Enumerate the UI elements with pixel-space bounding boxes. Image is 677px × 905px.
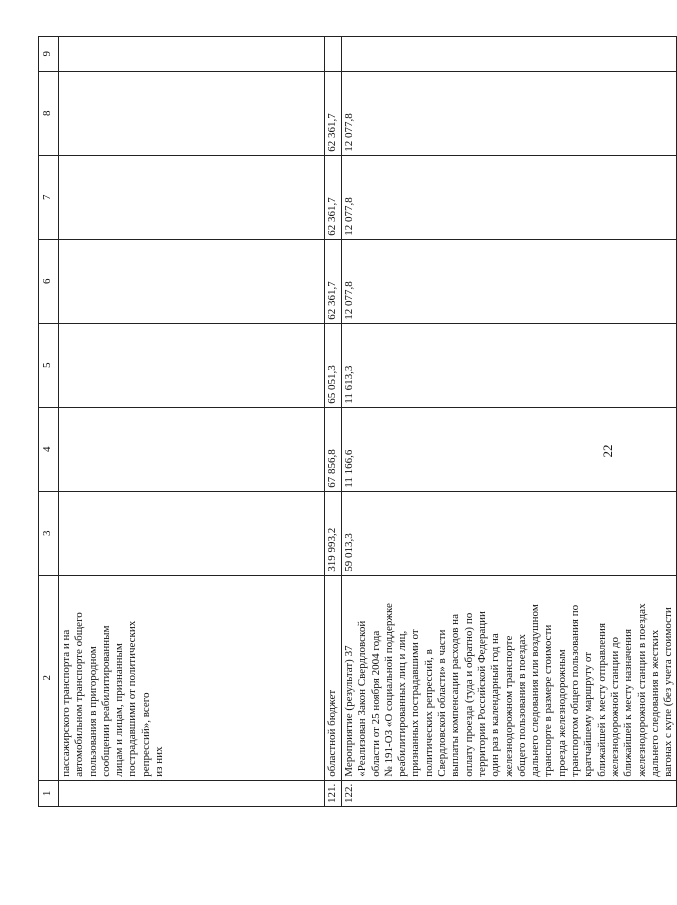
value-cell: 59 013,3 [342, 491, 677, 575]
row-number: 121. [325, 780, 342, 806]
value-cell [342, 36, 677, 71]
value-cell: 62 361,7 [325, 155, 342, 239]
value-cell [59, 36, 325, 71]
column-header: 2 [39, 575, 59, 780]
value-cell: 12 077,8 [342, 155, 677, 239]
value-cell: 12 077,8 [342, 71, 677, 155]
column-header: 4 [39, 407, 59, 491]
table-row [325, 36, 342, 806]
value-cell: 65 051,3 [325, 323, 342, 407]
row-number: 122. [342, 780, 677, 806]
budget-table [38, 36, 677, 807]
column-header: 8 [39, 71, 59, 155]
row-name: пассажирского транспорта и на автомобильном транспорте общего пользования в пригородном сообщении реабилитированным лицам и лицам, признанным пострадавшими от политических репрессий», всего из них [59, 575, 325, 780]
value-cell: 67 856,8 [325, 407, 342, 491]
value-cell [59, 239, 325, 323]
row-name: Мероприятие (результат) 37 «Реализован Закон Свердловской области от 25 ноября 2004 года № 191-ОЗ «О социальной поддержке реабилитированных лиц и лиц, признанных пострадавшими от политических репрессий, в Свердловской области» в части выплаты компенсации расходов на оплату проезда (туда и обратно) по территории Российской Федерации один раз в календарный год на железнодорожном транспорте общего пользования в поездах дальнего следования или воздушном транспорте в размере стоимости проезда железнодорожным транспортом общего пользования по кратчайшему маршруту от ближайшей к месту отправления железнодорожной станции до ближайшей к месту назначения железнодорожной станции в поездах дальнего следования в жестких вагонах с купе (без учета стоимости [342, 575, 677, 780]
column-header: 7 [39, 155, 59, 239]
value-cell [59, 323, 325, 407]
value-cell [59, 155, 325, 239]
column-header: 5 [39, 323, 59, 407]
page-number: 22 [600, 444, 615, 458]
value-cell: 11 166,6 [342, 407, 677, 491]
value-cell [59, 407, 325, 491]
column-header: 6 [39, 239, 59, 323]
column-header: 9 [39, 36, 59, 71]
value-cell: 12 077,8 [342, 239, 677, 323]
row-name: областной бюджет [325, 575, 342, 780]
table-row [59, 36, 325, 806]
value-cell: 62 361,7 [325, 71, 342, 155]
table-row [342, 36, 677, 806]
value-cell: 319 993,2 [325, 491, 342, 575]
row-number [59, 780, 325, 806]
value-cell [59, 491, 325, 575]
column-header: 3 [39, 491, 59, 575]
column-header: 1 [39, 780, 59, 806]
value-cell: 11 613,3 [342, 323, 677, 407]
value-cell [59, 71, 325, 155]
value-cell: 62 361,7 [325, 239, 342, 323]
value-cell [325, 36, 342, 71]
header-row [39, 36, 59, 806]
